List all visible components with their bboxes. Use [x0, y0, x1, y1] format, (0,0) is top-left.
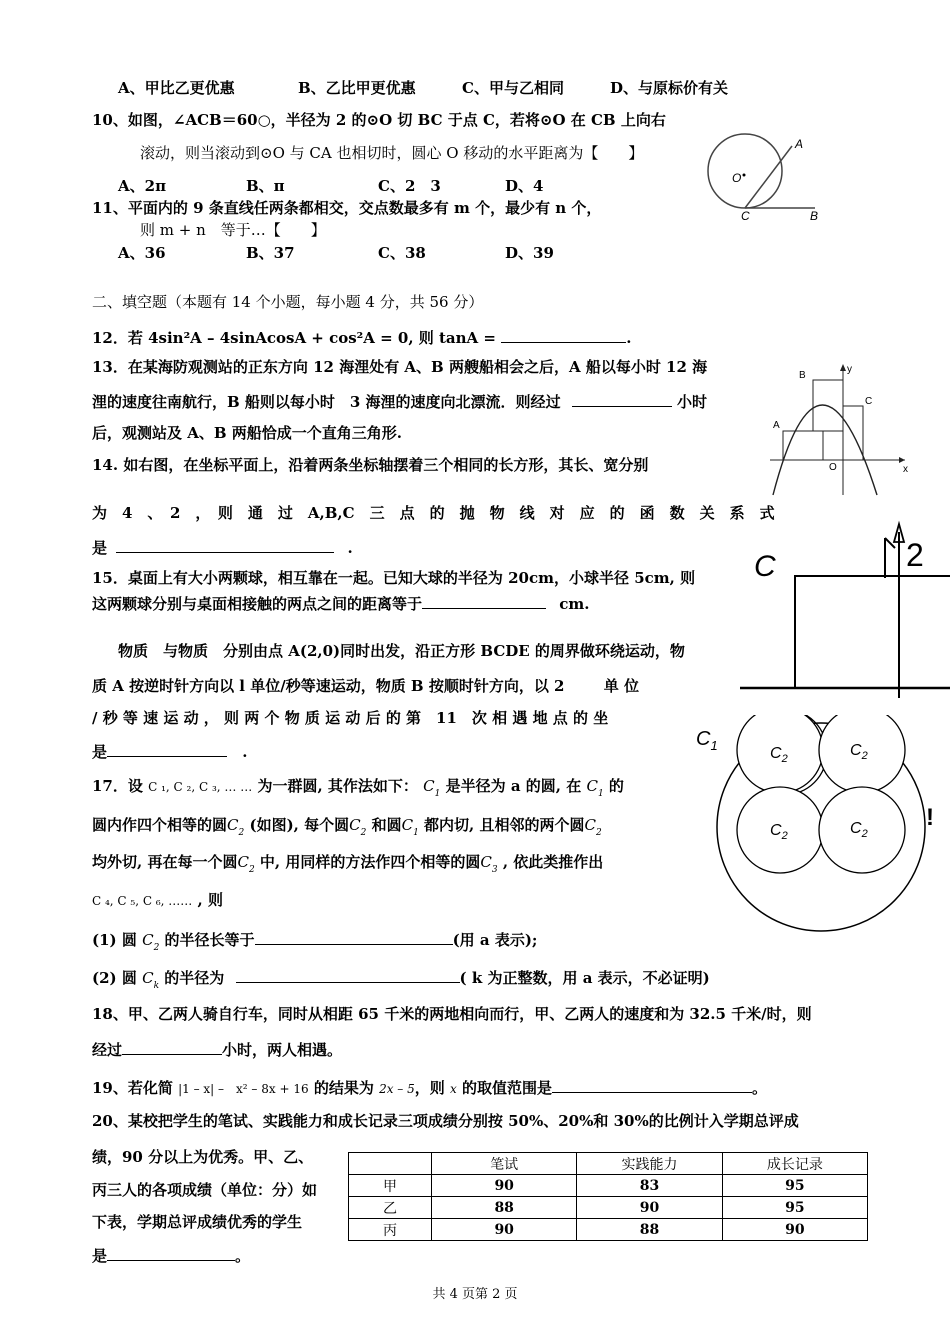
q17-line3: 均外切, 再在每一个圆$C_2$ 中, 用同样的方法作四个相等的圆$C_3$ , 依此类推作出 — [92, 853, 604, 875]
fig-label-c2-tr: $C_2$ — [850, 742, 868, 762]
table-cell: 90 — [722, 1219, 867, 1241]
q14-line2: 为 4 、 2 ， 则 通 过 A,B,C 三 点 的 抛 物 线 对 应 的 函 数 关 系 式 — [92, 504, 775, 522]
fig-point-b: B — [799, 370, 806, 381]
q17-line1: 17．设 C ₁, C ₂, C ₃, … … 为一群圆, 其作法如下： $C_1$ 是半径为 a 的圆, 在 $C_1$ 的 — [92, 777, 624, 799]
q18-line2: 经过 小时，两人相遇。 — [92, 1038, 342, 1060]
q11-option-a: A、36 — [118, 244, 166, 262]
q16-line4: 是 . — [92, 740, 247, 762]
q16-line2: 质 A 按逆时针方向以 l 单位/秒等速运动，物质 B 按顺时针方向，以 2 单 位 — [92, 677, 639, 695]
q18-answer-blank[interactable] — [122, 1038, 222, 1055]
table-cell: 乙 — [349, 1197, 432, 1219]
table-cell: 甲 — [349, 1175, 432, 1197]
fig-label-c2-br: $C_2$ — [850, 820, 868, 840]
q11-option-b: B、37 — [246, 244, 295, 262]
q17-part2: (2) 圆 $C_k$ 的半径为 ( k 为正整数，用 a 表示，不必证明) — [92, 966, 710, 996]
table-header: 笔试 — [432, 1153, 577, 1175]
q17-line2: 圆内作四个相等的圆$C_2$ (如图), 每个圆$C_2$ 和圆$C_1$ 都内切, 且相邻的两个圆$C_2$ — [92, 816, 602, 838]
q18-line1: 18、甲、乙两人骑自行车，同时从相距 65 千米的两地相向而行，甲、乙两人的速度和为 32.5 千米/时，则 — [92, 1005, 812, 1023]
page-footer: 共 4 页第 2 页 — [432, 1287, 518, 1302]
table-cell: 90 — [577, 1197, 722, 1219]
q14-parabola-figure — [765, 360, 915, 500]
table-header: 成长记录 — [722, 1153, 867, 1175]
table-cell: 83 — [577, 1175, 722, 1197]
table-row — [349, 1219, 868, 1241]
table-cell: 95 — [722, 1175, 867, 1197]
q10-line1: 10、如图，∠ACB＝60○，半径为 2 的⊙O 切 BC 于点 C，若将⊙O 在 CB 上向右 — [92, 111, 666, 129]
q17-part1: (1) 圆 $C_2$ 的半径长等于 (用 a 表示); — [92, 928, 537, 958]
fig-axis-x: x — [903, 464, 908, 475]
q9-option-c: C、甲与乙相同 — [462, 79, 564, 97]
q19-expression: |1 – x| – x² – 8x + 16 — [178, 1082, 309, 1096]
q9-option-d: D、与原标价有关 — [610, 79, 729, 97]
q10-option-c: C、2 3 — [378, 177, 441, 195]
q10-option-a: A、2π — [118, 177, 167, 195]
table-cell: 88 — [432, 1197, 577, 1219]
q9-option-a: A、甲比乙更优惠 — [118, 79, 235, 97]
q17-line4: C ₄, C ₅, C ₆, …… , 则 — [92, 891, 223, 909]
q20-line5: 是 。 — [92, 1244, 250, 1266]
fig-point-a: A — [773, 420, 780, 431]
q10-option-b: B、π — [246, 177, 285, 195]
q13-line2: 浬的速度往南航行，B 船则以每小时 3 海浬的速度向北漂流．则经过 小时 — [92, 390, 707, 412]
fig-point-c: C — [865, 396, 873, 407]
fig-label-o: O — [732, 171, 742, 185]
fig-label-c: C — [754, 550, 776, 583]
q15-answer-blank[interactable] — [422, 592, 546, 609]
q10-line2: 滚动，则当滚动到⊙O 与 CA 也相切时，圆心 O 移动的水平距离为【 】 — [140, 144, 644, 162]
table-cell: 90 — [432, 1219, 577, 1241]
q16-answer-blank[interactable] — [107, 740, 227, 757]
q11-option-d: D、39 — [505, 244, 554, 262]
q13-line1: 13．在某海防观测站的正东方向 12 海浬处有 A、B 两艘船相会之后，A 船以每小时 12 海 — [92, 358, 708, 376]
table-cell: 88 — [577, 1219, 722, 1241]
q16-line1: 物质 与物质 分别由点 A(2,0)同时出发，沿正方形 BCDE 的周界做环绕运动，物 — [118, 642, 685, 660]
fig-label-c2-tl: $C_2$ — [770, 745, 788, 765]
table-row — [349, 1197, 868, 1219]
fig-label-2: 2 — [906, 537, 924, 573]
fig-label-b: B — [810, 209, 819, 223]
q12-text: 12．若 4sin²A – 4sinAcosA + cos²A = 0, 则 tanA = . — [92, 326, 631, 348]
q20-answer-blank[interactable] — [107, 1244, 235, 1261]
q10-circle-figure — [700, 128, 830, 228]
q17-part1-answer-blank[interactable] — [255, 928, 453, 945]
q13-line3: 后，观测站及 A、B 两船恰成一个直角三角形. — [92, 424, 402, 442]
q14-line1: 14. 如右图，在坐标平面上，沿着两条坐标轴摆着三个相同的长方形，其长、宽分别 — [92, 456, 649, 474]
q15-line1: 15．桌面上有大小两颗球，相互靠在一起。已知大球的半径为 20cm，小球半径 5cm, 则 — [92, 569, 696, 587]
table-cell: 丙 — [349, 1219, 432, 1241]
q17-part2-answer-blank[interactable] — [236, 966, 460, 983]
q11-line1: 11、平面内的 9 条直线任两条都相交，交点数最多有 m 个，最少有 n 个， — [92, 199, 602, 217]
q15-line2: 这两颗球分别与桌面相接触的两点之间的距离等于 cm. — [92, 592, 589, 614]
fig-axis-y: y — [847, 364, 852, 375]
q20-line3: 丙三人的各项成绩（单位：分）如 — [92, 1181, 318, 1199]
section-2-heading: 二、填空题（本题有 14 个小题，每小题 4 分，共 56 分） — [92, 293, 484, 311]
q10-option-d: D、4 — [505, 177, 544, 195]
q9-option-b: B、乙比甲更优惠 — [298, 79, 416, 97]
table-row — [349, 1175, 868, 1197]
q17-inner-circles — [690, 715, 950, 940]
q14-line3: 是 . — [92, 536, 353, 558]
q13-answer-blank[interactable] — [572, 390, 672, 407]
q19-line: 19、若化简 |1 – x| – x² – 8x + 16 的结果为 2x – 5，则 x 的取值范围是 。 — [92, 1076, 767, 1099]
score-table — [348, 1152, 868, 1241]
q20-line2: 绩，90 分以上为优秀。甲、乙、 — [92, 1148, 314, 1166]
q20-line1: 20、某校把学生的笔试、实践能力和成长记录三项成绩分别按 50%、20%和 30%的比例计入学期总评成 — [92, 1112, 799, 1130]
q20-line4: 下表，学期总评成绩优秀的学生 — [92, 1213, 303, 1231]
fig-origin: O — [829, 462, 837, 473]
q16-line3: / 秒 等 速 运 动 ， 则 两 个 物 质 运 动 后 的 第 11 次 相 遇 地 点 的 坐 — [92, 709, 609, 727]
fig-mark: ! — [926, 804, 934, 831]
table-header — [349, 1153, 432, 1175]
q14-answer-blank[interactable] — [116, 536, 334, 553]
fig-label-c1: $C_1$ — [696, 728, 718, 753]
table-header: 实践能力 — [577, 1153, 722, 1175]
q16-square-figure — [740, 518, 950, 698]
fig-label-c2-bl: $C_2$ — [770, 822, 788, 842]
q11-option-c: C、38 — [378, 244, 426, 262]
table-cell: 90 — [432, 1175, 577, 1197]
fig-label-a: A — [795, 137, 804, 151]
table-cell: 95 — [722, 1197, 867, 1219]
table-header-row — [349, 1153, 868, 1175]
q12-answer-blank[interactable] — [501, 326, 626, 343]
q19-answer-blank[interactable] — [552, 1076, 752, 1093]
fig-label-c: C — [741, 209, 750, 223]
q11-line2: 则 m + n 等于…【 】 — [140, 221, 326, 239]
